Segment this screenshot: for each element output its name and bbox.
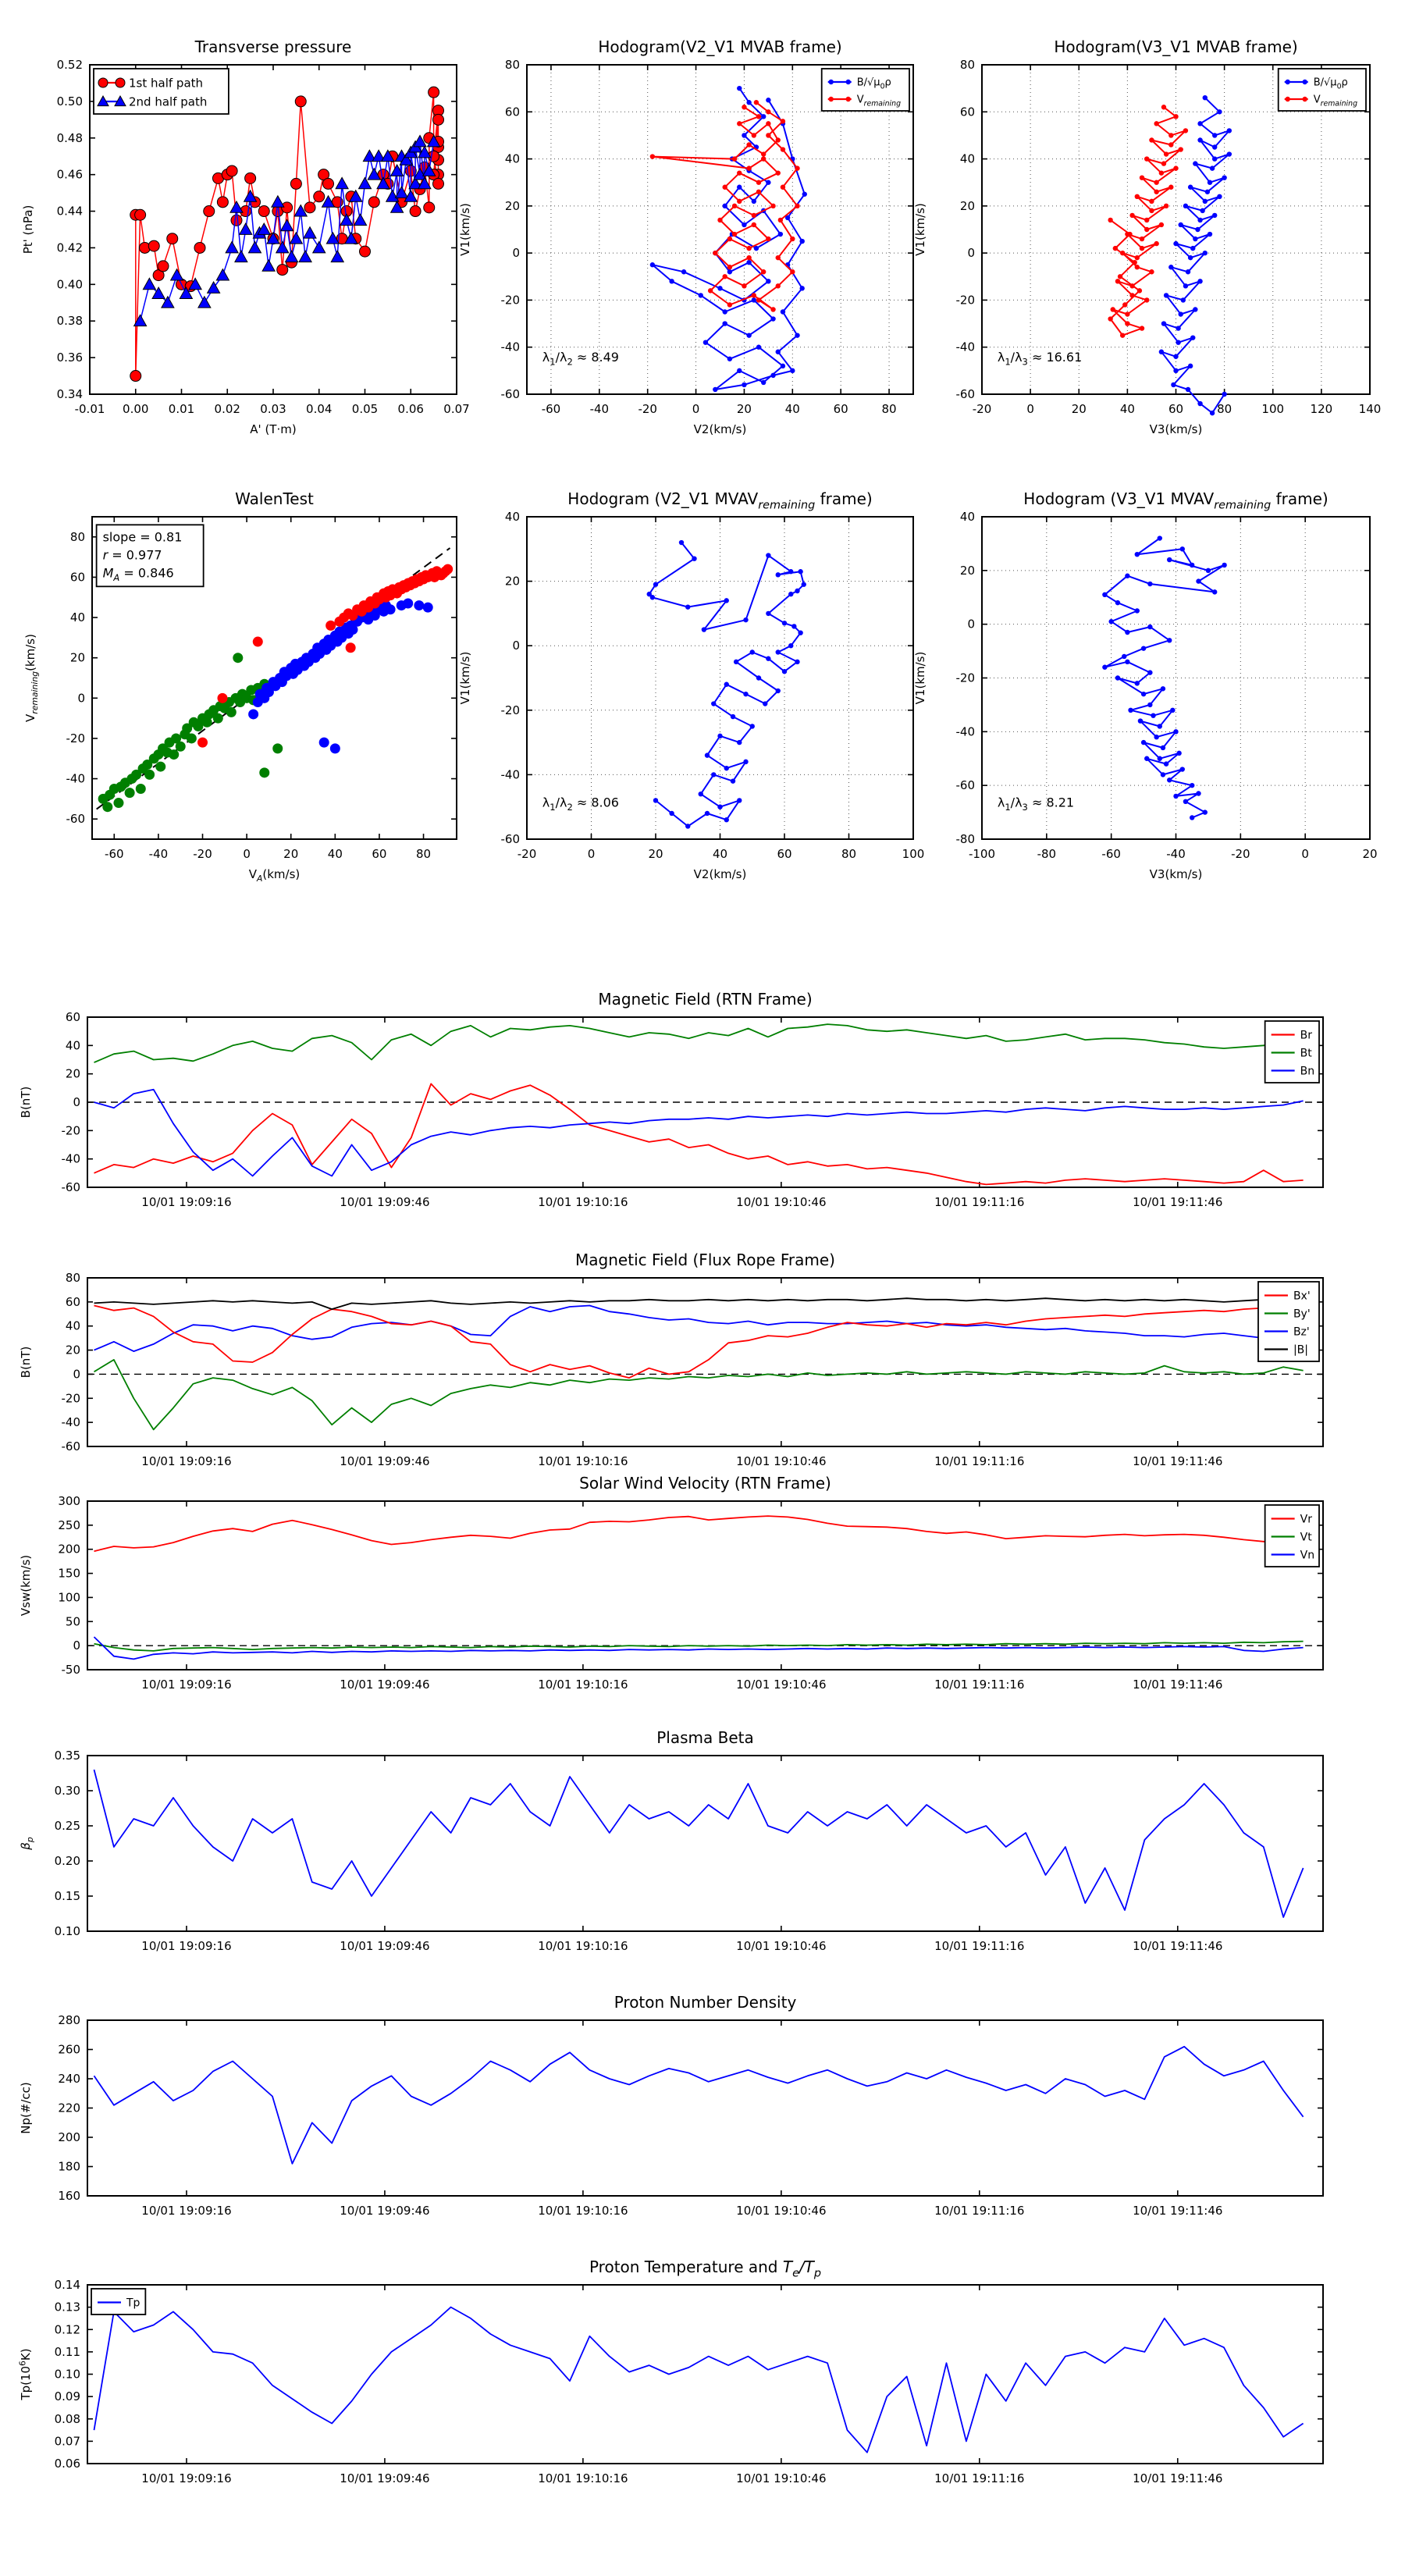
svg-text:40: 40	[65, 1038, 80, 1053]
svg-text:V1(km/s): V1(km/s)	[458, 651, 472, 705]
svg-text:10/01 19:11:46: 10/01 19:11:46	[1133, 1195, 1223, 1209]
svg-text:λ1/λ2 ≈ 8.49: $\lambda_1/\lambda_2 \approx 8.49$	[542, 349, 619, 368]
svg-text:0.13: 0.13	[54, 2300, 80, 2314]
solar-wind-velocity-svg	[9, 1453, 1371, 1718]
panel-plasma-beta	[9, 1707, 1371, 1980]
walen-test-stats-box	[97, 525, 204, 586]
svg-text:20: 20	[283, 847, 299, 861]
svg-text:λ1/λ3 ≈ 8.21: $\lambda_1/\lambda_3 \approx 8.21$	[997, 795, 1075, 813]
svg-text:0: 0	[73, 1095, 80, 1109]
svg-text:10/01 19:10:46: 10/01 19:10:46	[736, 2471, 827, 2485]
svg-text:-60: -60	[541, 402, 561, 416]
svg-text:0.25: 0.25	[54, 1819, 80, 1833]
svg-text:-20: -20	[517, 847, 537, 861]
svg-text:Vr: Vr	[1300, 1513, 1312, 1526]
hodogram-v2v1-mvab-svg	[449, 16, 962, 443]
transverse-pressure-svg	[12, 16, 505, 443]
svg-text:0.34: 0.34	[56, 387, 83, 401]
svg-text:Solar Wind Velocity (RTN Frame: Solar Wind Velocity (RTN Frame)	[579, 1474, 831, 1493]
svg-text:0.35: 0.35	[54, 1749, 80, 1763]
svg-text:slope = 0.81: slope = 0.81	[102, 529, 183, 545]
svg-text:10/01 19:09:16: 10/01 19:09:16	[141, 1454, 232, 1468]
svg-text:10/01 19:09:16: 10/01 19:09:16	[141, 2471, 232, 2485]
svg-text:λ1/λ2 ≈ 8.06: $\lambda_1/\lambda_2 \approx 8.06$	[542, 795, 619, 813]
svg-text:B(nT): B(nT)	[19, 1086, 33, 1119]
svg-text:10/01 19:10:46: 10/01 19:10:46	[736, 2204, 827, 2218]
svg-text:-100: -100	[968, 847, 996, 861]
svg-text:60: 60	[959, 105, 975, 119]
svg-text:-60: -60	[105, 847, 124, 861]
svg-text:0.42: 0.42	[56, 240, 83, 255]
svg-text:10/01 19:10:16: 10/01 19:10:16	[538, 1939, 628, 1953]
svg-text:-60: -60	[61, 1439, 80, 1453]
svg-text:40: 40	[784, 402, 800, 416]
svg-text:0: 0	[512, 246, 520, 261]
svg-text:-20: -20	[955, 293, 975, 308]
svg-text:10/01 19:11:46: 10/01 19:11:46	[1133, 1939, 1223, 1953]
svg-text:0: 0	[73, 1638, 80, 1653]
svg-text:20: 20	[736, 402, 752, 416]
svg-text:10/01 19:09:46: 10/01 19:09:46	[340, 1454, 430, 1468]
svg-text:-40: -40	[500, 767, 520, 782]
svg-text:0: 0	[967, 246, 975, 261]
svg-text:0: 0	[587, 847, 596, 861]
svg-text:10/01 19:11:16: 10/01 19:11:16	[934, 1454, 1025, 1468]
svg-text:λ1/λ3 ≈ 16.61: $\lambda_1/\lambda_3 \approx 16.61$	[997, 349, 1083, 368]
svg-text:Proton Number Density: Proton Number Density	[614, 1993, 797, 2012]
svg-text:0.44: 0.44	[56, 204, 83, 219]
svg-text:250: 250	[58, 1517, 80, 1532]
svg-text:A' (T·m): A' (T·m)	[250, 422, 297, 436]
svg-text:Transverse pressure: Transverse pressure	[194, 37, 352, 56]
svg-text:0.50: 0.50	[56, 94, 83, 109]
svg-text:80: 80	[841, 847, 857, 861]
svg-text:10/01 19:11:16: 10/01 19:11:16	[934, 1195, 1025, 1209]
svg-text:-40: -40	[148, 847, 169, 861]
svg-text:0.52: 0.52	[56, 58, 83, 72]
hodogram-v2v1-mvab-legend	[822, 69, 909, 111]
svg-text:Vn: Vn	[1300, 1549, 1315, 1562]
svg-text:V3(km/s): V3(km/s)	[1149, 867, 1203, 881]
svg-text:-40: -40	[61, 1415, 80, 1430]
svg-text:20: 20	[959, 198, 975, 213]
svg-text:-60: -60	[61, 1180, 80, 1194]
plasma-beta-svg	[9, 1707, 1371, 1980]
svg-text:-20: -20	[500, 293, 520, 308]
svg-text:-40: -40	[955, 724, 975, 739]
svg-text:0: 0	[77, 691, 85, 706]
solar-wind-velocity-legend	[1265, 1505, 1319, 1567]
proton-temperature-svg	[9, 2236, 1371, 2512]
svg-text:240: 240	[58, 2072, 80, 2086]
svg-text:-20: -20	[955, 671, 975, 685]
svg-text:60: 60	[65, 1010, 80, 1024]
svg-text:B(nT): B(nT)	[19, 1346, 33, 1379]
svg-text:100: 100	[1261, 402, 1285, 416]
svg-text:-20: -20	[61, 1123, 80, 1138]
svg-text:40: 40	[959, 510, 975, 524]
svg-text:Hodogram(V2_V1 MVAB frame): Hodogram(V2_V1 MVAB frame)	[598, 37, 842, 56]
svg-text:10/01 19:09:46: 10/01 19:09:46	[340, 1939, 430, 1953]
svg-text:-50: -50	[61, 1663, 80, 1677]
svg-text:80: 80	[881, 402, 897, 416]
panel-hodogram-v2v1-mvav	[449, 468, 962, 888]
svg-text:10/01 19:09:46: 10/01 19:09:46	[340, 1195, 430, 1209]
svg-text:60: 60	[833, 402, 848, 416]
svg-text:0: 0	[692, 402, 700, 416]
svg-text:MA = 0.846: $M_A = 0.846$	[102, 565, 174, 583]
svg-text:-20: -20	[66, 731, 85, 745]
svg-text:20: 20	[69, 650, 85, 665]
svg-text:|B|: |B|	[1293, 1343, 1309, 1357]
svg-text:0.07: 0.07	[443, 402, 470, 416]
svg-text:80: 80	[415, 847, 432, 861]
svg-text:100: 100	[58, 1590, 80, 1605]
mag-field-flux-rope-legend	[1258, 1282, 1319, 1361]
svg-text:0.04: 0.04	[306, 402, 333, 416]
svg-text:V3(km/s): V3(km/s)	[1149, 422, 1203, 436]
panel-proton-density	[9, 1972, 1371, 2244]
svg-text:-40: -40	[589, 402, 610, 416]
svg-text:0.12: 0.12	[54, 2322, 80, 2337]
svg-text:0.03: 0.03	[260, 402, 286, 416]
svg-text:0.36: 0.36	[56, 350, 83, 365]
svg-text:0: 0	[967, 617, 975, 632]
svg-text:Hodogram (V2_V1 MVAVremaining: Hodogram (V2_V1 $MVAV_{remaining}$ frame)	[567, 489, 873, 512]
svg-text:2nd half path: 2nd half path	[129, 94, 208, 109]
panel-proton-temperature	[9, 2236, 1371, 2512]
svg-text:Pt' (nPa): Pt' (nPa)	[21, 205, 35, 254]
svg-text:60: 60	[777, 847, 792, 861]
svg-text:0: 0	[73, 1367, 80, 1382]
svg-text:80: 80	[65, 1271, 80, 1285]
svg-text:40: 40	[69, 610, 85, 625]
svg-text:Hodogram(V3_V1 MVAB frame): Hodogram(V3_V1 MVAB frame)	[1054, 37, 1298, 56]
svg-text:10/01 19:10:16: 10/01 19:10:16	[538, 2204, 628, 2218]
svg-text:1st half path: 1st half path	[129, 76, 204, 91]
svg-text:160: 160	[58, 2189, 80, 2203]
svg-text:By': By'	[1293, 1308, 1311, 1321]
panel-hodogram-v3v1-mvab	[904, 16, 1405, 443]
svg-text:20: 20	[959, 563, 975, 578]
svg-text:40: 40	[1119, 402, 1135, 416]
transverse-pressure-legend	[94, 69, 229, 114]
svg-text:10/01 19:10:16: 10/01 19:10:16	[538, 1678, 628, 1692]
svg-text:0.30: 0.30	[54, 1784, 80, 1798]
svg-text:0: 0	[512, 639, 520, 653]
svg-text:300: 300	[58, 1494, 80, 1508]
svg-text:220: 220	[58, 2101, 80, 2115]
svg-text:WalenTest: WalenTest	[235, 489, 314, 508]
svg-text:10/01 19:09:16: 10/01 19:09:16	[141, 2204, 232, 2218]
svg-text:200: 200	[58, 1542, 80, 1557]
panel-solar-wind-velocity	[9, 1453, 1371, 1718]
svg-text:Vremaining: $V_{remaining}$	[1313, 94, 1358, 109]
mag-field-rtn-legend	[1265, 1021, 1319, 1083]
svg-text:10/01 19:11:46: 10/01 19:11:46	[1133, 2471, 1223, 2485]
svg-text:10/01 19:11:46: 10/01 19:11:46	[1133, 1678, 1223, 1692]
svg-text:V2(km/s): V2(km/s)	[693, 867, 747, 881]
svg-text:80: 80	[1217, 402, 1232, 416]
svg-text:0.14: 0.14	[54, 2278, 80, 2292]
svg-text:60: 60	[372, 847, 387, 861]
svg-text:0.09: 0.09	[54, 2389, 80, 2404]
svg-text:B/√μ0ρ: $B/√\mu_0\rho$	[856, 76, 891, 91]
svg-text:10/01 19:11:16: 10/01 19:11:16	[934, 2471, 1025, 2485]
svg-text:120: 120	[1310, 402, 1333, 416]
svg-text:-0.01: -0.01	[74, 402, 105, 416]
svg-text:Bn: Bn	[1300, 1065, 1315, 1078]
svg-text:80: 80	[69, 529, 85, 544]
svg-text:40: 40	[712, 847, 728, 861]
svg-text:-20: -20	[638, 402, 657, 416]
panel-hodogram-v2v1-mvab	[449, 16, 962, 443]
svg-text:0.11: 0.11	[54, 2344, 80, 2359]
svg-text:Plasma Beta: Plasma Beta	[656, 1728, 754, 1747]
svg-text:280: 280	[58, 2013, 80, 2027]
svg-text:10/01 19:09:46: 10/01 19:09:46	[340, 2204, 430, 2218]
hodogram-v3v1-mvab-legend	[1279, 69, 1366, 111]
panel-hodogram-v3v1-mvav	[904, 468, 1405, 888]
svg-text:10/01 19:09:46: 10/01 19:09:46	[340, 2471, 430, 2485]
panel-transverse-pressure	[12, 16, 505, 443]
svg-text:Vremaining: $V_{remaining}$	[856, 94, 902, 109]
svg-text:Tp: Tp	[126, 2297, 140, 2310]
svg-text:-20: -20	[193, 847, 212, 861]
proton-density-svg	[9, 1972, 1371, 2244]
svg-text:20: 20	[504, 574, 520, 589]
svg-text:40: 40	[65, 1318, 80, 1333]
svg-text:-60: -60	[66, 812, 85, 827]
svg-text:-40: -40	[955, 340, 975, 354]
svg-text:80: 80	[959, 58, 975, 72]
svg-text:Vsw(km/s): Vsw(km/s)	[19, 1554, 33, 1617]
panel-walen-test	[14, 468, 505, 888]
svg-text:0.00: 0.00	[123, 402, 149, 416]
svg-text:V2(km/s): V2(km/s)	[693, 422, 747, 436]
svg-text:10/01 19:09:16: 10/01 19:09:16	[141, 1678, 232, 1692]
svg-text:150: 150	[58, 1566, 80, 1581]
svg-text:60: 60	[504, 105, 520, 119]
svg-text:βp: $\beta_p$	[19, 1837, 36, 1850]
svg-text:-40: -40	[1166, 847, 1186, 861]
panel-mag-field-rtn	[9, 969, 1371, 1236]
svg-text:10/01 19:11:16: 10/01 19:11:16	[934, 1678, 1025, 1692]
svg-text:-60: -60	[500, 832, 520, 846]
svg-text:10/01 19:09:46: 10/01 19:09:46	[340, 1678, 430, 1692]
svg-text:-60: -60	[500, 387, 520, 401]
svg-text:10/01 19:10:46: 10/01 19:10:46	[736, 1678, 827, 1692]
svg-text:10/01 19:09:16: 10/01 19:09:16	[141, 1939, 232, 1953]
svg-text:40: 40	[959, 151, 975, 166]
svg-text:140: 140	[1358, 402, 1382, 416]
svg-text:60: 60	[1168, 402, 1184, 416]
svg-text:10/01 19:10:16: 10/01 19:10:16	[538, 2471, 628, 2485]
svg-text:0.05: 0.05	[351, 402, 379, 416]
svg-text:-60: -60	[1101, 847, 1121, 861]
svg-text:V1(km/s): V1(km/s)	[458, 203, 472, 256]
svg-text:10/01 19:11:46: 10/01 19:11:46	[1133, 1454, 1223, 1468]
svg-text:Vremaining(km/s): $V_{remaining}(km/s)$	[23, 634, 41, 722]
svg-text:180: 180	[58, 2159, 80, 2174]
svg-text:0.02: 0.02	[214, 402, 240, 416]
svg-text:0: 0	[1026, 402, 1034, 416]
svg-text:0: 0	[1301, 847, 1309, 861]
svg-text:200: 200	[58, 2130, 80, 2144]
svg-text:20: 20	[504, 198, 520, 213]
hodogram-v2v1-mvav-svg	[449, 468, 962, 888]
svg-text:-60: -60	[955, 778, 975, 793]
svg-text:10/01 19:11:16: 10/01 19:11:16	[934, 1939, 1025, 1953]
svg-text:20: 20	[1071, 402, 1087, 416]
svg-text:0.10: 0.10	[54, 1924, 80, 1938]
svg-text:0.20: 0.20	[54, 1854, 80, 1868]
svg-text:Magnetic Field (Flux Rope Fram: Magnetic Field (Flux Rope Frame)	[575, 1251, 835, 1269]
svg-text:-20: -20	[61, 1391, 80, 1406]
svg-text:VA(km/s): $V_A(km/s)$	[248, 867, 301, 884]
hodogram-v3v1-mvav-svg	[904, 468, 1405, 888]
svg-text:20: 20	[65, 1343, 80, 1357]
svg-text:80: 80	[504, 58, 520, 72]
svg-text:0.08: 0.08	[54, 2411, 80, 2426]
svg-text:10/01 19:09:16: 10/01 19:09:16	[141, 1195, 232, 1209]
svg-text:10/01 19:10:46: 10/01 19:10:46	[736, 1195, 827, 1209]
svg-text:10/01 19:11:46: 10/01 19:11:46	[1133, 2204, 1223, 2218]
svg-text:-20: -20	[972, 402, 992, 416]
svg-text:Vt: Vt	[1300, 1531, 1312, 1544]
svg-text:0.38: 0.38	[56, 314, 83, 329]
proton-temperature-legend	[91, 2289, 145, 2314]
svg-text:0.46: 0.46	[56, 167, 83, 182]
svg-text:10/01 19:10:46: 10/01 19:10:46	[736, 1939, 827, 1953]
svg-text:0.06: 0.06	[397, 402, 424, 416]
svg-text:-60: -60	[955, 387, 975, 401]
svg-text:20: 20	[1362, 847, 1378, 861]
svg-text:10/01 19:11:16: 10/01 19:11:16	[934, 2204, 1025, 2218]
svg-text:V1(km/s): V1(km/s)	[913, 651, 927, 705]
svg-text:-20: -20	[500, 703, 520, 717]
svg-text:0.07: 0.07	[54, 2434, 80, 2449]
svg-text:r = 0.977: r = 0.977	[102, 547, 162, 563]
svg-text:-40: -40	[500, 340, 520, 354]
svg-text:20: 20	[648, 847, 663, 861]
svg-text:Hodogram (V3_V1 MVAVremaining: Hodogram (V3_V1 $MVAV_{remaining}$ frame)	[1023, 489, 1329, 512]
svg-text:-40: -40	[66, 771, 85, 786]
svg-text:0.06: 0.06	[54, 2457, 80, 2471]
walen-test-svg	[14, 468, 505, 888]
svg-text:10/01 19:10:16: 10/01 19:10:16	[538, 1195, 628, 1209]
svg-text:60: 60	[65, 1294, 80, 1309]
svg-text:0.40: 0.40	[56, 277, 83, 292]
svg-text:-80: -80	[1037, 847, 1057, 861]
svg-text:-80: -80	[955, 832, 975, 846]
svg-text:10/01 19:10:16: 10/01 19:10:16	[538, 1454, 628, 1468]
svg-text:Bx': Bx'	[1293, 1290, 1311, 1303]
svg-text:20: 20	[65, 1066, 80, 1081]
svg-text:B/√μ0ρ: $B/√\mu_0\rho$	[1313, 76, 1348, 91]
svg-text:0: 0	[243, 847, 251, 861]
svg-text:V1(km/s): V1(km/s)	[913, 203, 927, 256]
svg-text:Magnetic Field (RTN Frame): Magnetic Field (RTN Frame)	[598, 990, 813, 1009]
svg-text:40: 40	[504, 510, 520, 524]
svg-text:Bz': Bz'	[1293, 1325, 1310, 1339]
svg-text:Tp(106K): $Tp(10^6K)$	[17, 2348, 33, 2400]
svg-text:0.15: 0.15	[54, 1889, 80, 1903]
svg-text:100: 100	[902, 847, 925, 861]
svg-text:10/01 19:10:46: 10/01 19:10:46	[736, 1454, 827, 1468]
svg-text:Np(#/cc): Np(#/cc)	[19, 2082, 33, 2134]
svg-text:Bt: Bt	[1300, 1047, 1312, 1060]
svg-text:60: 60	[69, 570, 85, 585]
svg-text:Br: Br	[1300, 1029, 1313, 1042]
svg-text:Proton Temperature and Te/Tp: Proton Temperature and $T_e/T_p$	[589, 2258, 822, 2280]
svg-text:260: 260	[58, 2042, 80, 2057]
svg-text:40: 40	[327, 847, 343, 861]
svg-text:40: 40	[504, 151, 520, 166]
hodogram-v3v1-mvab-svg	[904, 16, 1405, 443]
svg-text:0.01: 0.01	[168, 402, 195, 416]
svg-text:50: 50	[65, 1614, 80, 1629]
svg-text:-20: -20	[1231, 847, 1250, 861]
svg-text:0.48: 0.48	[56, 130, 83, 145]
svg-text:-40: -40	[61, 1151, 80, 1166]
svg-text:0.10: 0.10	[54, 2367, 80, 2382]
mag-field-rtn-svg	[9, 969, 1371, 1236]
